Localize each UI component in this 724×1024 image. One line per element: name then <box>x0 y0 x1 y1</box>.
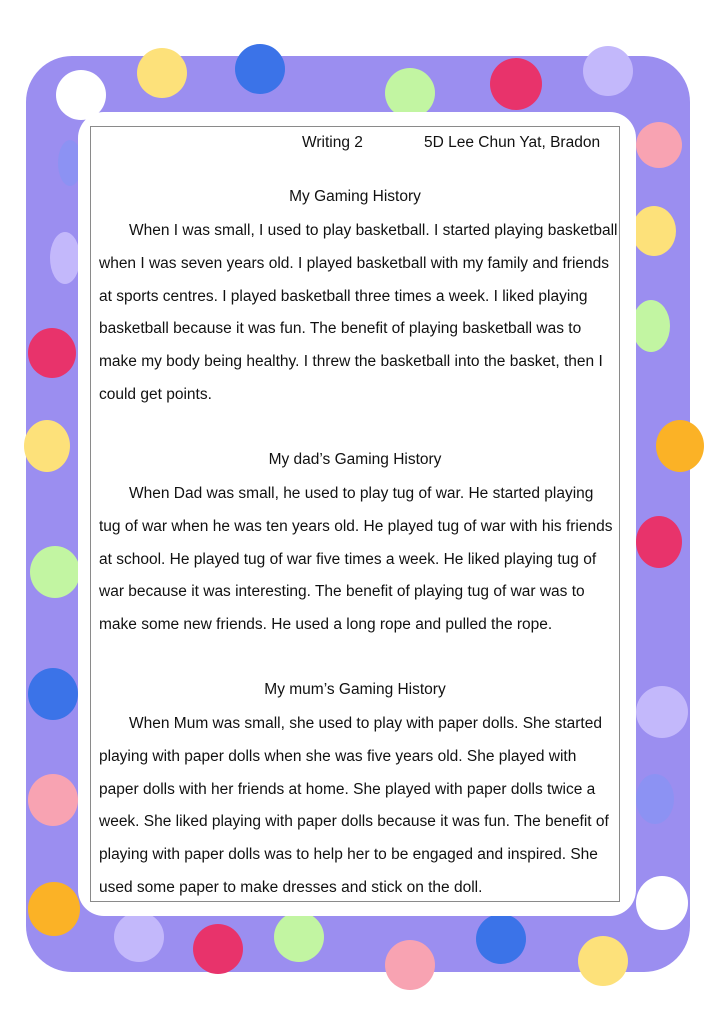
polka-dot <box>137 48 187 98</box>
section-title-dad-gaming-history: My dad’s Gaming History <box>268 451 442 468</box>
polka-dot <box>476 914 526 964</box>
student-name: 5D Lee Chun Yat, Bradon <box>424 134 601 151</box>
polka-dot <box>656 420 704 472</box>
polka-dot <box>24 420 70 472</box>
polka-dot <box>385 68 435 118</box>
section-title-mum-gaming-history: My mum’s Gaming History <box>264 681 446 698</box>
polka-dot <box>30 546 80 598</box>
polka-dot <box>193 924 243 974</box>
polka-dot <box>235 44 285 94</box>
assignment-label: Writing 2 <box>302 134 363 151</box>
polka-dot <box>28 882 80 936</box>
polka-dot <box>583 46 633 96</box>
polka-dot <box>632 206 676 256</box>
polka-dot <box>636 122 682 168</box>
polka-dot <box>632 300 670 352</box>
polka-dot <box>274 912 324 962</box>
polka-dot <box>50 232 80 284</box>
section-title-my-gaming-history: My Gaming History <box>289 188 421 205</box>
polka-dot <box>636 774 674 824</box>
polka-dot <box>28 774 78 826</box>
polka-dot <box>114 912 164 962</box>
polka-dot <box>636 876 688 930</box>
paragraph-my-gaming-history: When I was small, I used to play basketball. I started playing basketball when I was seven years old. I played basketball with my family and friends at sports centres. I played basketball three times a week. I liked playing basketball because it was fun. The benefit of playing basketball was to make my body being healthy. I threw the basketball into the basket, then I could get points. <box>99 222 618 403</box>
polka-dot <box>385 940 435 990</box>
polka-dot <box>578 936 628 986</box>
polka-dot <box>28 328 76 378</box>
paragraph-dad-gaming-history: When Dad was small, he used to play tug of war. He started playing tug of war when he was ten years old. He played tug of war with his friends at school. He played tug of war five times a week. He liked playing tug of war because it was interesting. The benefit of playing tug of war was to make some new friends. He used a long rope and pulled the rope. <box>99 485 613 634</box>
polka-dot <box>636 686 688 738</box>
polka-dot <box>490 58 542 110</box>
polka-dot <box>28 668 78 720</box>
paragraph-mum-gaming-history: When Mum was small, she used to play with paper dolls. She started playing with paper dolls when she was five years old. She played with paper dolls with her friends at home. She played with paper dolls twice a week. She liked playing with paper dolls because it was fun. The benefit of playing with paper dolls was to help her to be engaged and inspired. She used some paper to make dresses and stick on the doll. <box>99 715 609 896</box>
document-header <box>90 134 620 156</box>
polka-dot <box>636 516 682 568</box>
